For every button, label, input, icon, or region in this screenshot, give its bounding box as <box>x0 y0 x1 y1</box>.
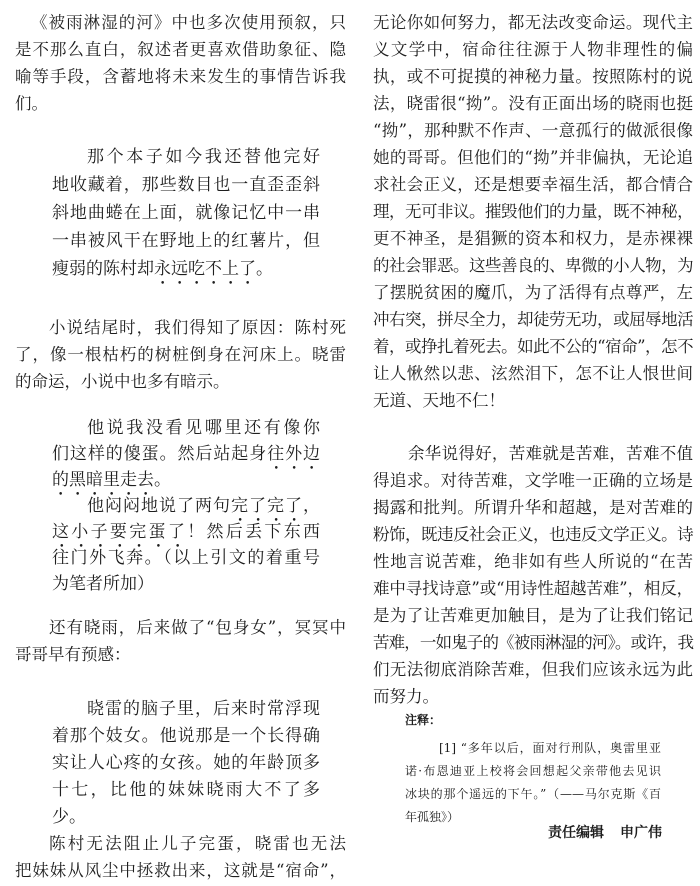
text-line: 是不那么直白，叙述者更喜欢借助象征、隐 <box>15 40 346 59</box>
text-line: 她的哥哥。但他们的“拗”并非偏执，无论追 <box>373 148 693 167</box>
text-line: 义文学中，宿命往往源于人物非理性的偏 <box>373 40 693 59</box>
quote-line <box>52 255 320 283</box>
paragraph <box>373 440 693 710</box>
quote-text: 地收藏着，那些数目也一直歪歪斜 <box>52 175 320 195</box>
quote-line: 少。 <box>52 807 86 827</box>
text-line: 了，像一根枯朽的树桩倒身在河床上。晓雷 <box>15 345 346 364</box>
text-line: 哥哥早有预感： <box>15 645 131 664</box>
text-line: 更不神圣，是猖獗的资本和权力，是赤裸裸 <box>373 229 693 248</box>
quote-line <box>52 143 320 171</box>
text-line: 难中寻找诗意”或“用诗性超越苦难”，相反， <box>373 579 693 598</box>
footnote-line: 诺·布恩迪亚上校将会回想起父亲带他去见识 <box>405 764 661 778</box>
text-line: 理，无可非议。摧毁他们的力量，既不神秘， <box>373 202 693 221</box>
quote-text: 他说我没看见哪里还有像你 <box>87 418 320 438</box>
quote-text: 一串被风干在野地上的红薯片，但 <box>52 231 320 251</box>
text-line: 着，或挣扎着死去。如此不公的“宿命”，怎不 <box>373 337 693 356</box>
text-line: 陈村无法阻止儿子完蛋，晓雷也无法 <box>49 834 346 853</box>
editor-credit <box>548 823 662 843</box>
text-line: 喻等手段，含蓄地将未来发生的事情告诉我 <box>15 67 346 86</box>
quote-text: 他闷闷地说了两句 <box>87 496 231 516</box>
text-line: 余华说得好，苦难就是苦难，苦难不值 <box>408 444 693 463</box>
text-line: 让人愀然以悲、泫然泪下，怎不让人恨世间 <box>373 364 693 383</box>
text-line: 《被雨淋湿的河》中也多次使用预叙，只 <box>31 13 346 32</box>
text-line: 小说结尾时，我们得知了原因：陈村死 <box>49 318 346 337</box>
text-line: 无道、天地不仁！ <box>373 391 505 410</box>
footnotes <box>405 737 661 829</box>
quote-line <box>52 493 320 519</box>
text-line: 们。 <box>15 94 48 113</box>
text-line: 的命运，小说中也多有暗示。 <box>15 372 230 391</box>
quote-text: ， <box>303 496 320 516</box>
quote-line <box>52 227 320 255</box>
text-line: “拗”，那种默不作声、一意孤行的做派很像 <box>373 121 693 140</box>
footnote-line: 年孤独》） <box>405 810 460 824</box>
editor-label: 责任编辑 <box>548 825 604 841</box>
text-line: 粉饰，既违反社会正义，也违反文学正义。诗 <box>373 525 693 544</box>
quote-line <box>52 571 320 597</box>
quote-text: 。 <box>154 470 171 490</box>
block-quote <box>52 696 320 831</box>
notes-heading: 注释： <box>405 713 442 727</box>
paragraph <box>15 830 346 884</box>
quote-line <box>52 467 320 493</box>
quote-text: 们这样的傻蛋。然后站起身 <box>52 444 268 464</box>
quote-line: 晓雷的脑子里，后来时常浮现 <box>87 699 320 719</box>
text-line: 无论你如何努力，都无法改变命运。现代主 <box>373 13 693 32</box>
paragraph <box>15 314 346 395</box>
quote-text: ！然后丢下东西 <box>187 522 321 542</box>
quote-line <box>52 545 320 571</box>
emphasized-text: 完了完了 <box>231 496 303 516</box>
text-line: 求社会正义，还是想要幸福生活，都合情合 <box>373 175 693 194</box>
quote-line <box>52 199 320 227</box>
quote-line: 着那个妓女。他说那是一个长得确 <box>52 726 320 746</box>
quote-line: 十七，比他的妹妹晓雨大不了多 <box>52 780 320 800</box>
text-line: 们无法彻底消除苦难，但我们应该永远为此 <box>373 660 693 679</box>
quote-text: 为笔者所加） <box>52 574 154 594</box>
text-line: 是为了让苦难更加触目，是为了让我们铭记 <box>373 606 693 625</box>
text-line: 揭露和批判。所谓升华和超越，是对苦难的 <box>373 498 693 517</box>
quote-line <box>52 171 320 199</box>
emphasized-text: 这小子要完蛋了 <box>52 522 188 542</box>
text-line: 苦难，一如鬼子的《被雨淋湿的河》。或许，我 <box>373 633 693 652</box>
text-line: 还有晓雨，后来做了“包身女”，冥冥中 <box>49 618 346 637</box>
paragraph <box>15 9 346 117</box>
paragraph <box>15 614 346 668</box>
quote-text: 瘦弱的陈村却 <box>52 259 154 279</box>
text-line: 性地言说苦难，绝非如有些人所说的“在苦 <box>373 552 693 571</box>
quote-text: 。 <box>256 259 273 279</box>
text-line: 的社会罪恶。这些善良的、卑微的小人物，为 <box>373 256 693 275</box>
block-quote <box>52 415 320 597</box>
text-line: 而努力。 <box>373 687 439 706</box>
block-quote <box>52 143 320 283</box>
text-line: 了摆脱贫困的魔爪，为了活得有点尊严，左 <box>373 283 693 302</box>
text-line: 执，或不可捉摸的神秘力量。按照陈村的说 <box>373 67 693 86</box>
text-line: 把妹妹从风尘中拯救出来，这就是“宿命”， <box>15 861 346 880</box>
quote-text: 斜地曲蜷在上面，就像记忆中一串 <box>52 203 320 223</box>
emphasized-text: 永远吃不上了 <box>154 259 256 279</box>
footnote-line: 冰块的那个遥远的下午。”（——马尔克斯《百 <box>405 787 661 801</box>
text-line: 得追求。对待苦难，文学唯一正确的立场是 <box>373 471 693 490</box>
quote-line <box>52 441 320 467</box>
editor-name: 申广伟 <box>620 825 662 841</box>
emphasized-text: 往外边 <box>267 444 321 464</box>
quote-text: 往门外飞奔。（以上引文的着重号 <box>52 548 320 568</box>
quote-line <box>52 415 320 441</box>
quote-text: 那个本子如今我还替他完好 <box>87 147 320 167</box>
quote-line <box>52 519 320 545</box>
text-line: 法，晓雷很“拗”。没有正面出场的晓雨也挺 <box>373 94 693 113</box>
text-line: 冲右突，拼尽全力，却徒劳无功，或屈辱地活 <box>373 310 693 329</box>
quote-line: 实让人心疼的女孩。她的年龄顶多 <box>52 753 320 773</box>
footnote-line: [1] “多年以后，面对行刑队，奥雷里亚 <box>439 741 661 755</box>
emphasized-text: 的黑暗里走去 <box>52 470 154 490</box>
paragraph <box>373 9 693 414</box>
